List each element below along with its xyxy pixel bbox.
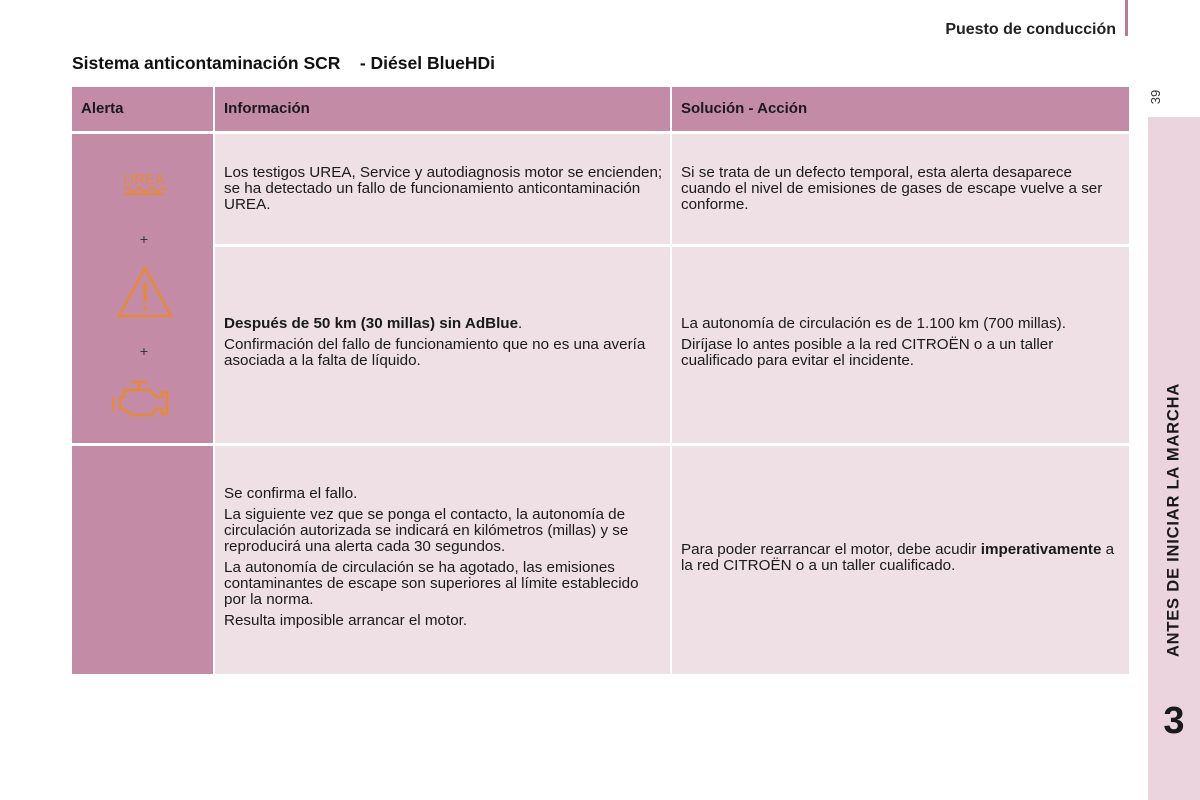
row1-information-text: Los testigos UREA, Service y autodiagnosis motor se encienden; se ha detectado un fallo de funcionamiento anticontaminación UREA. [224,164,663,213]
row2-information-cell [215,247,670,443]
row3-action-cell [672,446,1129,674]
row2-information-text: Confirmación del fallo de funcionamiento que no es una avería asociada a la falta de líquido. [224,336,646,369]
chapter-tab-label: ANTES DE INICIAR LA MARCHA [1164,382,1183,658]
warning-triangle-icon [116,265,174,324]
running-header: Puesto de conducción [945,21,1116,38]
page-number: 39 [1148,89,1163,105]
row3-action-emphasis: imperativamente [980,540,1102,558]
header-divider [1125,0,1128,36]
row3-information-text-4: Resulta imposible arrancar el motor. [224,612,468,629]
column-header-alert: Alerta [72,87,213,131]
row3-action-text-start: Para poder rearrancar el motor, debe acudir [681,540,977,558]
row2-action-cell [672,247,1129,443]
row3-information-text-2: La siguiente vez que se ponga el contacto, la autonomía de circulación autorizada se indicará en kilómetros (millas) y se reproducirá una alerta cada 30 segundos. [224,506,629,555]
column-header-action: Solución - Acción [672,87,1129,131]
row3-information-text-3: La autonomía de circulación se ha agotado, las emisiones contaminantes de escape son superiores al límite establecido por la norma. [224,559,639,608]
row1-information-cell [215,134,670,244]
chapter-number: 3 [1163,700,1185,742]
row3-information-cell [215,446,670,674]
row3-action-text-end: a la red CITROËN o a un taller cualificado. [681,540,1115,574]
urea-warning-icon [120,168,168,203]
row3-information-text-1: Se confirma el fallo. [224,485,358,502]
engine-check-icon [112,378,172,429]
row1-action-text: Si se trata de un defecto temporal, esta alerta desaparece cuando el nivel de emisiones de gases de escape vuelve a ser conforme. [681,164,1103,213]
row2-bold-note-end: . [518,315,523,332]
plus-sign: + [139,231,149,247]
plus-sign: + [139,343,149,359]
column-header-information: Información [215,87,670,131]
row1-action-cell [672,134,1129,244]
alert-cell-group-1 [72,134,213,443]
alert-cell-group-2 [72,446,213,674]
page-title: Sistema anticontaminación SCR - Diésel BlueHDi [72,53,496,73]
row2-action-text-1: La autonomía de circulación es de 1.100 km (700 millas). [681,315,1066,332]
row2-action-text-2: Diríjase lo antes posible a la red CITROËN o a un taller cualificado para evitar el incidente. [681,336,1054,369]
urea-icon-label: UREA [123,171,165,188]
row2-bold-note: Después de 50 km (30 millas) sin AdBlue [224,315,519,332]
